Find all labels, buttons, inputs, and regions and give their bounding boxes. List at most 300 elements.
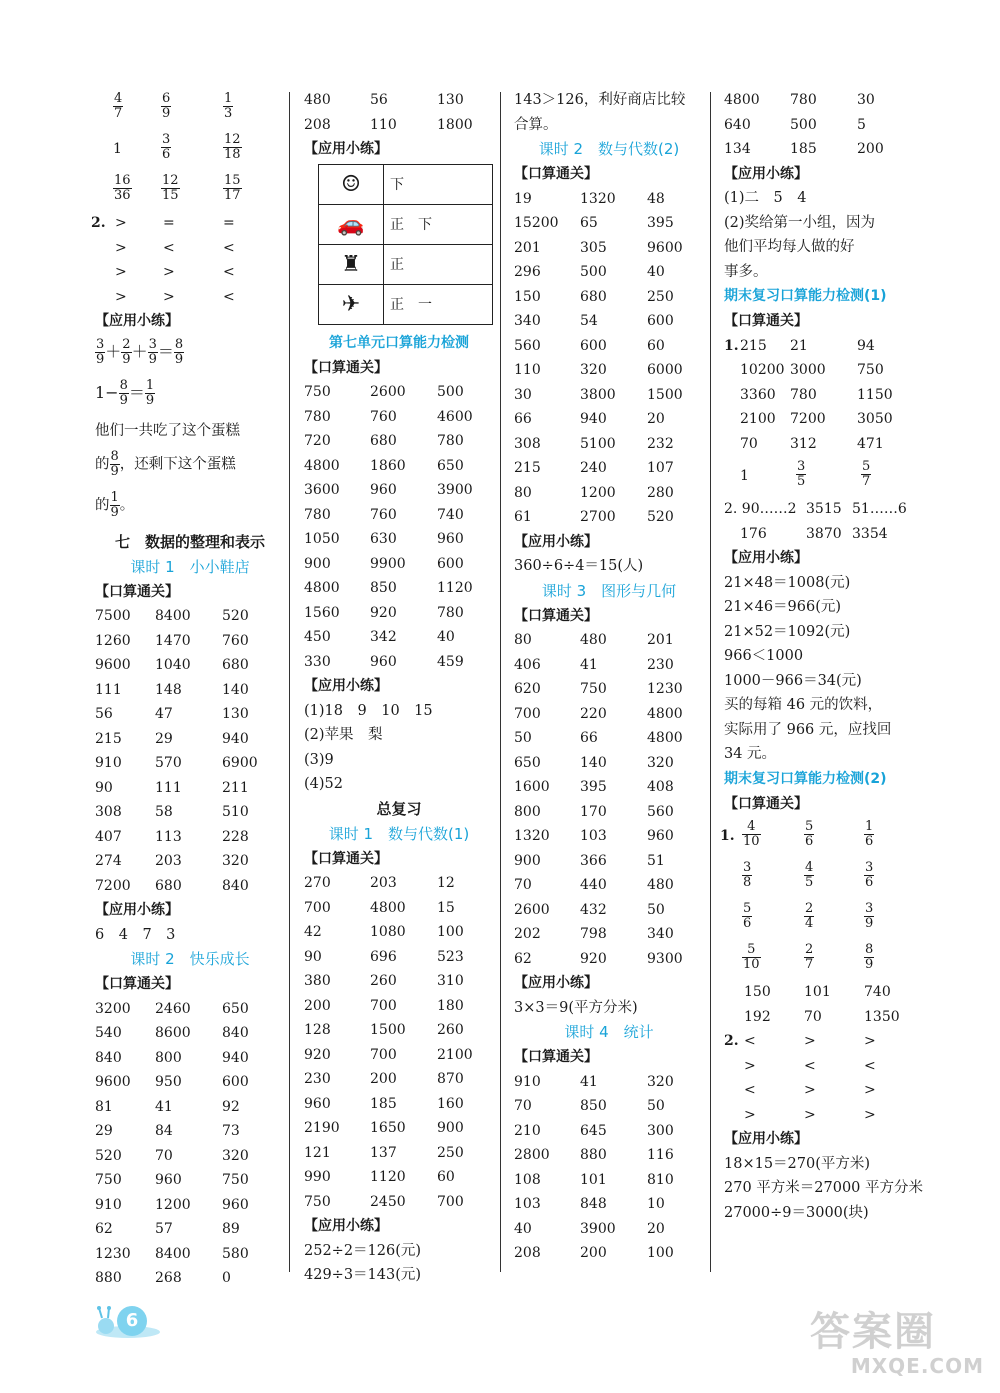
answer-row	[95, 702, 285, 727]
answer-cell: 70	[804, 1008, 822, 1025]
answer-cell: 66	[580, 730, 598, 746]
numerator: 3	[865, 901, 874, 916]
denominator: 7	[862, 474, 871, 489]
answer-row	[514, 824, 704, 849]
answer-cell: 380	[304, 973, 331, 989]
answer-row	[514, 432, 704, 457]
answer-cell: 215	[514, 460, 541, 476]
answer-row	[724, 432, 924, 457]
fraction	[161, 92, 171, 121]
answer-row	[514, 677, 704, 702]
operator: ＋	[105, 341, 122, 361]
answer-cell: 108	[514, 1171, 541, 1188]
answer-cell	[804, 902, 814, 931]
answer-cell: 202	[514, 926, 541, 942]
answer-cell: 340	[647, 926, 674, 942]
answer-cell: 70	[155, 1147, 173, 1164]
denominator: 7	[114, 106, 123, 121]
answer-cell: 798	[580, 926, 607, 942]
answer-cell: 600	[222, 1074, 249, 1090]
answer-cell: 3900	[437, 482, 473, 498]
answer-text: (1)二 5 4	[724, 190, 807, 206]
denominator: 9	[119, 392, 128, 408]
answer-cell: 630	[370, 531, 397, 547]
answer-cell: 750	[95, 1172, 122, 1188]
answer-row	[95, 1242, 285, 1267]
answer-text	[95, 446, 285, 487]
answer-cell: 950	[155, 1074, 182, 1090]
answer-cell: 130	[437, 92, 464, 108]
answer-cell: 1150	[857, 386, 893, 403]
denominator: 36	[114, 188, 131, 203]
answer-cell: <	[744, 1082, 756, 1098]
answer-cell: 960	[304, 1095, 331, 1112]
fraction	[161, 133, 171, 162]
answer-cell: 60	[437, 1169, 455, 1185]
answer-cell: 200	[304, 997, 331, 1014]
answer-cell: 540	[95, 1025, 122, 1041]
answer-cell: 900	[514, 852, 541, 869]
answer-cell: 100	[647, 1245, 674, 1261]
fraction-row	[724, 939, 924, 980]
answer-cell: >	[115, 288, 127, 305]
answer-cell: 80	[514, 484, 532, 501]
answer-row	[514, 1119, 704, 1144]
answer-cell: 310	[437, 973, 464, 989]
answer-cell: 645	[580, 1122, 607, 1139]
numerator: 8	[110, 448, 119, 464]
answer-cell: 62	[95, 1221, 113, 1237]
denominator: 4	[805, 916, 814, 931]
fraction	[223, 92, 233, 121]
answer-row	[304, 405, 494, 430]
answer-cell: 94	[857, 337, 875, 354]
answer-text: 252÷2＝126(元)	[304, 1242, 422, 1259]
answer-cell: >	[864, 1033, 876, 1049]
watermark-domain: MXQE.COM	[850, 1354, 984, 1378]
text: 的	[95, 497, 110, 513]
answer-cell: 2. 90……2	[724, 501, 797, 517]
numerator: 5	[742, 943, 761, 958]
answer-cell: 60	[647, 337, 665, 354]
answer-text: 21×52＝1092(元)	[724, 623, 851, 640]
answer-cell: 185	[370, 1095, 397, 1112]
answer-cell: 84	[155, 1123, 173, 1139]
fraction	[796, 460, 806, 489]
answer-cell: 3200	[95, 1000, 131, 1017]
fraction	[742, 943, 761, 972]
denominator: 6	[805, 834, 814, 849]
answer-row	[95, 997, 285, 1022]
answer-cell: 230	[304, 1071, 331, 1087]
answer-cell: 103	[514, 1196, 541, 1212]
answer-cell: 840	[95, 1049, 122, 1066]
compare-row	[724, 1078, 924, 1103]
answer-cell: 8600	[155, 1025, 191, 1041]
answer-row	[514, 873, 704, 898]
answer-cell: 432	[580, 901, 607, 918]
denominator: 5	[797, 474, 806, 489]
answer-cell	[864, 820, 874, 849]
answer-row	[304, 380, 494, 405]
doll-icon: ☺	[319, 164, 384, 204]
answer-text-line	[95, 450, 236, 479]
numerator: 8	[865, 942, 874, 957]
answer-row	[514, 751, 704, 776]
answer-cell: 215	[95, 730, 122, 747]
answer-cell: 1040	[155, 657, 191, 673]
answer-row	[514, 726, 704, 751]
denominator: 9	[96, 351, 105, 367]
section-heading: 【口算通关】	[514, 607, 598, 624]
tally-table	[318, 164, 493, 325]
answer-cell	[742, 902, 752, 931]
answer-cell: 29	[95, 1123, 113, 1139]
answer-cell: 740	[437, 506, 464, 523]
answer-text: 事多。	[724, 263, 768, 280]
answer-cell: 208	[514, 1245, 541, 1261]
section-heading: 【口算通关】	[304, 850, 388, 867]
helicopter-icon: ✈	[319, 284, 384, 324]
answer-cell: 1500	[370, 1022, 406, 1038]
answer-cell: >	[864, 1106, 876, 1123]
answer-row	[514, 260, 704, 285]
numerator: 6	[162, 91, 171, 106]
operator: ＝	[157, 341, 174, 361]
column-1	[91, 88, 285, 1291]
answer-cell: 780	[437, 604, 464, 621]
answer-cell: 480	[580, 632, 607, 648]
numerator: 4	[114, 91, 123, 106]
answer-cell: 406	[514, 656, 541, 673]
answer-cell: 1260	[95, 632, 131, 649]
fraction	[804, 820, 814, 849]
tally-row	[319, 164, 493, 204]
numerator: 1	[110, 489, 119, 505]
answer-cell: 5	[857, 116, 866, 133]
answer-cell: 680	[370, 433, 397, 449]
numerator: 5	[862, 459, 871, 474]
answer-row	[304, 576, 494, 601]
answer-cell: 274	[95, 853, 122, 869]
answer-cell: 5100	[580, 435, 616, 452]
denominator: 3	[224, 106, 233, 121]
answer-cell: 480	[304, 92, 331, 108]
answer-row	[514, 236, 704, 261]
answer-cell: 1	[740, 468, 749, 484]
answer-row	[514, 849, 704, 874]
watermark-logo: 答案圈	[810, 1309, 936, 1355]
answer-cell: 408	[647, 779, 674, 795]
answer-cell: 208	[304, 116, 331, 133]
answer-cell: 4800	[370, 899, 406, 916]
unit-title: 七 数据的整理和表示	[114, 532, 265, 551]
answer-cell: 50	[514, 730, 532, 746]
answer-cell: 800	[155, 1049, 182, 1066]
section-heading: 【应用小练】	[724, 1131, 808, 1147]
answer-cell: 312	[790, 435, 817, 452]
fraction	[864, 861, 874, 890]
answer-cell: >	[115, 215, 127, 231]
answer-row	[724, 334, 924, 359]
answer-text-line	[95, 491, 134, 520]
answer-cell: 940	[222, 730, 249, 747]
answer-row	[95, 678, 285, 703]
answer-cell: 700	[370, 1046, 397, 1063]
answer-row	[95, 727, 285, 752]
answer-row	[95, 1266, 285, 1291]
answer-cell	[161, 92, 171, 121]
answer-cell: 407	[95, 828, 122, 845]
answer-row	[304, 1141, 494, 1166]
answer-cell: <	[223, 288, 235, 305]
denominator: 9	[865, 916, 874, 931]
answer-row	[514, 383, 704, 408]
answer-cell: 900	[437, 1120, 464, 1136]
compare-row	[91, 211, 285, 236]
numerator: 15	[224, 173, 241, 188]
answer-cell: 1080	[370, 924, 406, 940]
answer-row	[95, 1168, 285, 1193]
answer-cell: 110	[514, 362, 541, 378]
answer-text: (2)苹果 梨	[304, 727, 383, 743]
answer-cell: 201	[514, 239, 541, 256]
answer-cell: 1500	[647, 386, 683, 403]
numerator: 12	[162, 173, 179, 188]
answer-cell: <	[223, 264, 235, 280]
answer-cell: >	[115, 264, 127, 280]
answer-cell: 203	[155, 853, 182, 869]
column-2	[304, 88, 494, 1288]
section-heading: 【应用小练】	[304, 1218, 388, 1234]
answer-cell: 560	[514, 337, 541, 354]
answer-cell: 215	[740, 337, 767, 354]
answer-cell: 750	[857, 362, 884, 378]
numerator: 3	[148, 336, 157, 352]
answer-cell: 62	[514, 950, 532, 967]
answer-row	[304, 920, 494, 945]
answer-row	[514, 358, 704, 383]
answer-cell: 9600	[647, 239, 683, 256]
answer-cell: 600	[437, 555, 464, 572]
answer-row	[304, 478, 494, 503]
answer-cell: 840	[222, 1025, 249, 1041]
answer-cell: 600	[580, 337, 607, 354]
answer-cell: 620	[514, 681, 541, 697]
answer-cell: 810	[647, 1171, 674, 1188]
fraction	[161, 174, 180, 203]
answer-cell: 320	[580, 362, 607, 378]
answer-row	[95, 825, 285, 850]
section-heading: 【应用小练】	[95, 313, 179, 329]
fraction	[864, 943, 874, 972]
answer-cell: 640	[724, 116, 751, 133]
answer-cell: 176	[740, 525, 767, 542]
answer-cell: 570	[155, 755, 182, 771]
answer-cell: 650	[222, 1000, 249, 1017]
answer-cell	[804, 943, 814, 972]
denominator: 18	[224, 147, 241, 162]
answer-cell: 228	[222, 828, 249, 845]
answer-cell: 320	[647, 754, 674, 771]
answer-cell: 9600	[95, 1074, 131, 1090]
answer-cell: 7200	[95, 877, 131, 894]
answer-cell: 90	[95, 779, 113, 796]
answer-cell	[804, 861, 814, 890]
answer-cell: 50	[647, 901, 665, 918]
answer-cell: 40	[437, 629, 455, 645]
answer-cell: 320	[222, 1147, 249, 1164]
answer-row	[304, 896, 494, 921]
answer-row	[724, 358, 924, 383]
section-title: 期末复习口算能力检测(2)	[724, 770, 887, 787]
denominator: 5	[805, 875, 814, 890]
answer-cell: 48	[647, 190, 665, 207]
fraction	[742, 820, 761, 849]
answer-row	[514, 309, 704, 334]
column-divider	[500, 92, 501, 1272]
answer-cell: 296	[514, 264, 541, 280]
answer-cell: 910	[95, 1196, 122, 1213]
answer-cell: 1120	[370, 1169, 406, 1185]
answer-text: 他们一共吃了这个蛋糕	[95, 422, 240, 439]
answer-cell: 111	[155, 779, 182, 796]
answer-row	[514, 407, 704, 432]
answer-cell: 270	[304, 875, 331, 891]
answer-cell: 90	[304, 948, 322, 965]
question-number: 1.	[724, 337, 739, 354]
answer-text: 实际用了 966 元，应找回	[724, 721, 892, 738]
answer-cell: 960	[222, 1196, 249, 1213]
answer-cell: 960	[437, 531, 464, 547]
answer-cell	[804, 820, 814, 849]
answer-cell: >	[163, 264, 175, 280]
answer-cell: 920	[370, 604, 397, 621]
answer-cell: 101	[804, 984, 831, 1000]
answer-cell: 41	[155, 1098, 173, 1115]
answer-cell: 2190	[304, 1120, 340, 1136]
answer-row	[514, 702, 704, 727]
answer-text: 他们平均每人做的好	[724, 239, 855, 255]
fraction	[119, 379, 129, 408]
answer-text: (3)9	[304, 751, 334, 768]
tally-row	[319, 284, 493, 324]
fraction	[145, 379, 155, 408]
answer-cell: 47	[155, 706, 173, 722]
answer-cell: 990	[304, 1169, 331, 1185]
section-heading: 【口算通关】	[514, 166, 598, 182]
answer-cell: 459	[437, 653, 464, 670]
tally-mark: 正 下	[384, 204, 493, 244]
answer-row	[514, 285, 704, 310]
answer-cell: 1200	[155, 1196, 191, 1213]
answer-row	[95, 1119, 285, 1144]
answer-row	[304, 945, 494, 970]
answer-cell	[864, 902, 874, 931]
page-number: 6	[117, 1306, 147, 1336]
answer-cell: 100	[437, 924, 464, 940]
answer-row	[724, 522, 924, 547]
section-heading: 【口算通关】	[95, 976, 179, 992]
answer-row	[514, 481, 704, 506]
section-heading: 【口算通关】	[95, 583, 179, 600]
answer-cell: <	[744, 1033, 756, 1049]
answer-row	[304, 625, 494, 650]
fraction	[861, 460, 871, 489]
answer-cell: 940	[222, 1049, 249, 1066]
answer-cell: 342	[370, 629, 397, 645]
answer-cell: 29	[155, 730, 173, 747]
numerator: 3	[743, 860, 752, 875]
answer-cell: 480	[647, 877, 674, 893]
section-heading: 【应用小练】	[95, 902, 179, 918]
answer-cell: 240	[580, 460, 607, 476]
answer-cell: 41	[580, 656, 598, 673]
answer-row	[724, 497, 924, 522]
fraction	[804, 902, 814, 931]
answer-cell	[161, 174, 180, 203]
denominator: 9	[122, 351, 131, 367]
answer-cell	[223, 133, 242, 162]
answer-cell: 4800	[647, 705, 683, 722]
denominator: 9	[110, 463, 119, 479]
answer-row	[724, 407, 924, 432]
answer-cell: 70	[514, 1098, 532, 1114]
answer-cell: 720	[304, 433, 331, 449]
answer-cell: 308	[514, 435, 541, 452]
answer-cell: 57	[155, 1221, 173, 1237]
fraction-row	[720, 816, 924, 857]
answer-cell: 280	[647, 484, 674, 501]
answer-cell: 10	[647, 1196, 665, 1212]
answer-row	[95, 629, 285, 654]
answer-text: (1)18 9 10 15	[304, 702, 433, 719]
answer-row	[724, 137, 924, 162]
answer-row	[514, 898, 704, 923]
answer-text: 966＜1000	[724, 648, 804, 664]
answer-text: 1000－966＝34(元)	[724, 672, 862, 689]
answer-cell: >	[864, 1082, 876, 1098]
answer-cell: 1650	[370, 1120, 406, 1136]
compare-row	[724, 1029, 924, 1054]
answer-cell: 700	[370, 997, 397, 1014]
answer-cell: 8400	[155, 1245, 191, 1262]
denominator: 6	[865, 834, 874, 849]
answer-cell: 268	[155, 1270, 182, 1286]
answer-cell: 54	[580, 313, 598, 329]
answer-row	[304, 601, 494, 626]
answer-cell: 910	[95, 755, 122, 771]
answer-cell: 7200	[790, 411, 826, 427]
lesson-title: 课时 2 数与代数(2)	[538, 140, 680, 158]
answer-cell: 560	[647, 803, 674, 820]
answer-cell: 1470	[155, 632, 191, 649]
answer-row	[514, 211, 704, 236]
answer-cell	[223, 92, 233, 121]
answer-cell: 260	[437, 1022, 464, 1038]
answer-cell: 8400	[155, 608, 191, 624]
fraction	[148, 338, 158, 367]
answer-cell: 134	[724, 141, 751, 157]
denominator: 7	[805, 957, 814, 972]
fraction	[864, 902, 874, 931]
compare-row	[724, 1054, 924, 1079]
numerator: 12	[224, 132, 241, 147]
fraction	[223, 133, 242, 162]
answer-cell: 4600	[437, 408, 473, 425]
answer-row	[304, 1067, 494, 1092]
answer-cell: 510	[222, 804, 249, 820]
